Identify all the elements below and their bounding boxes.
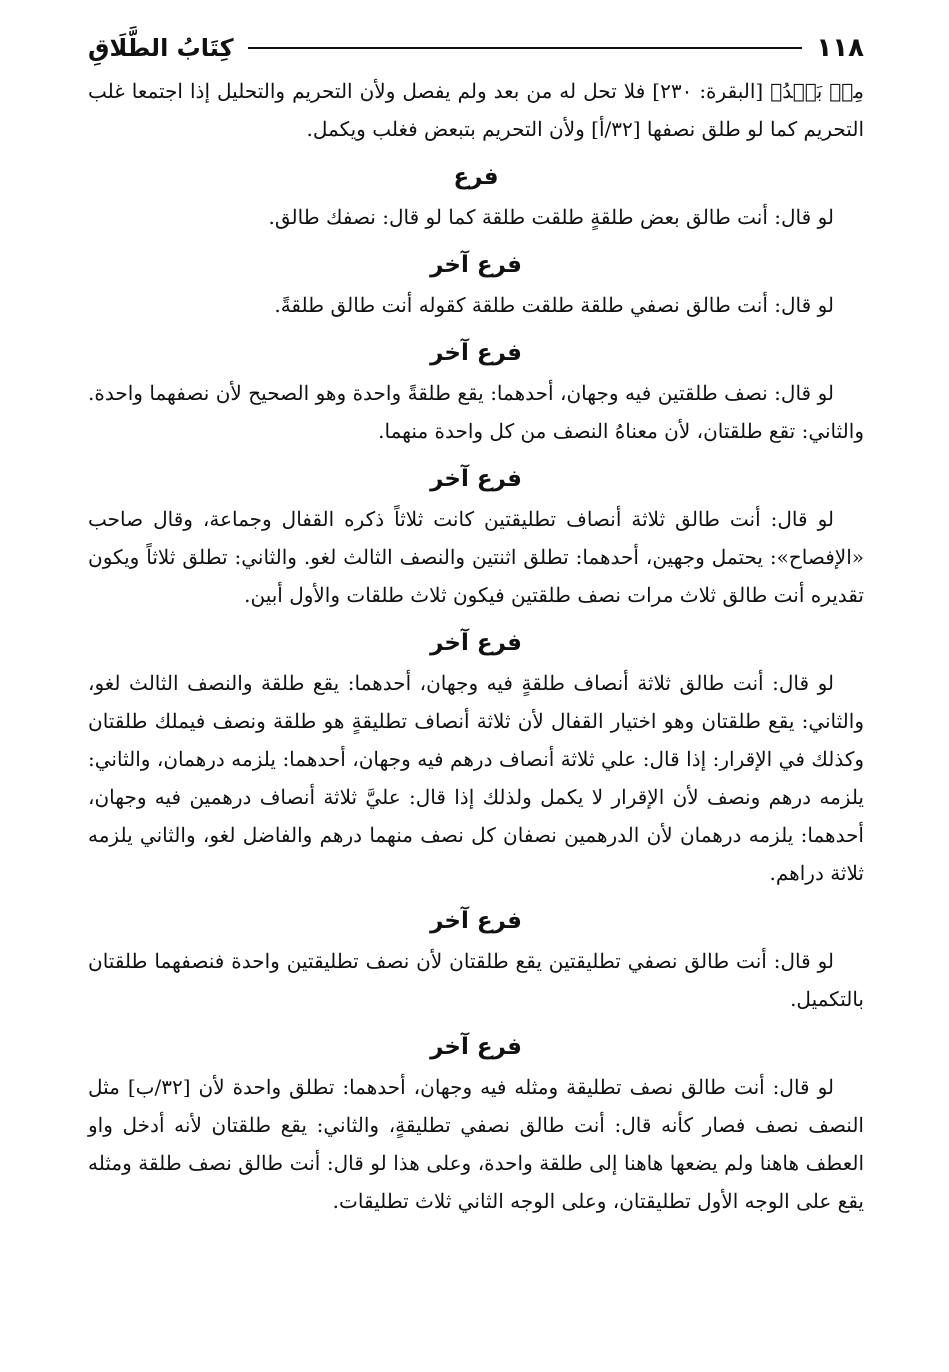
section-heading: فرع آخر xyxy=(430,466,522,492)
section-text xyxy=(88,500,864,614)
section-text-body: لو قال: أنت طالق نصفي طلقة طلقت طلقة كقوله أنت طالق طلقةً. xyxy=(274,293,834,317)
section-heading: فرع آخر xyxy=(430,908,522,934)
page-header xyxy=(88,28,864,68)
section-text xyxy=(88,198,864,236)
section-text-body: لو قال: أنت طالق نصف تطليقة ومثله فيه وجهان، أحدهما: تطلق واحدة لأن [٣٢/ب] مثل النصف نصف فصار كأنه قال: أنت طالق نصفي تطليقةٍ، والثاني: يقع طلقتان لأنه أدخل واو العطف هاهنا ولم يضعها هاهنا إلى طلقة واحدة، وعلى هذا لو قال: أنت طالق نصف طلقة ومثله يقع على الوجه الأول تطليقتان، وعلى الوجه الثاني ثلاث تطليقات. xyxy=(88,1075,864,1213)
section-text-body: لو قال: أنت طالق بعض طلقةٍ طلقت طلقة كما لو قال: نصفك طالق. xyxy=(268,205,834,229)
section-7 xyxy=(88,1028,864,1220)
book-title: كِتَابُ الطَّلَاقِ xyxy=(88,34,234,62)
section-heading: فرع آخر xyxy=(430,340,522,366)
section-4 xyxy=(88,460,864,614)
section-5 xyxy=(88,624,864,892)
section-text-body: لو قال: نصف طلقتين فيه وجهان، أحدهما: يقع طلقةً واحدة وهو الصحيح لأن نصفهما واحدة. والثاني: تقع طلقتان، لأن معناهُ النصف من كل واحدة منهما. xyxy=(88,381,864,443)
section-2 xyxy=(88,246,864,324)
section-text-body: لو قال: أنت طالق ثلاثة أنصاف طلقةٍ فيه وجهان، أحدهما: يقع طلقة والنصف الثالث لغو، والثاني: يقع طلقتان وهو اختيار القفال لأن ثلاثة أنصاف تطليقةٍ هو طلقة ونصف فيملك طلقتان وكذلك في الإقرار: إذا قال: علي ثلاثة أنصاف درهم فيه وجهان، أحدهما: يلزمه درهمان، والثاني: يلزمه درهم ونصف لأن الإقرار لا يكمل ولذلك إذا قال: عليَّ ثلاثة أنصاف درهمين فيه وجهان، أحدهما: يلزمه درهمان لأن الدرهمين نصفان كل نصف منهما درهم والفاضل لغو، والثاني يلزمه ثلاثة دراهم. xyxy=(88,671,865,885)
section-3 xyxy=(88,334,864,450)
section-1 xyxy=(88,158,864,236)
page-number: ١١٨ xyxy=(816,33,864,63)
book-page xyxy=(88,28,864,1220)
section-6 xyxy=(88,902,864,1018)
section-text xyxy=(88,942,864,1018)
section-text-body: لو قال: أنت طالق نصفي تطليقتين يقع طلقتان لأن نصف تطليقتين واحدة فنصفهما طلقتان بالتكميل. xyxy=(88,949,864,1011)
section-text xyxy=(88,374,864,450)
section-heading: فرع xyxy=(453,164,499,190)
section-heading: فرع آخر xyxy=(430,630,522,656)
section-text xyxy=(88,664,864,892)
section-text xyxy=(88,286,864,324)
section-text xyxy=(88,1068,864,1220)
section-heading: فرع آخر xyxy=(430,1034,522,1060)
header-rule xyxy=(248,47,803,49)
section-heading: فرع آخر xyxy=(430,252,522,278)
intro-paragraph: مِنۢ بَعۡدُ﴾ [البقرة: ٢٣٠] فلا تحل له من بعد ولم يفصل ولأن التحريم والتحليل إذا اجتمعا غلب التحريم كما لو طلق نصفها [٣٢/أ] ولأن التحريم بتبعض فغلب ويكمل. xyxy=(88,79,864,141)
section-text-body: لو قال: أنت طالق ثلاثة أنصاف تطليقتين كانت ثلاثاً ذكره القفال وجماعة، وقال صاحب «الإفصاح»: يحتمل وجهين، أحدهما: تطلق اثنتين والنصف الثالث لغو. والثاني: تطلق ثلاثاً ويكون تقديره أنت طالق ثلاث مرات نصف طلقتين فيكون ثلاث طلقات والأول أبين. xyxy=(88,507,864,607)
